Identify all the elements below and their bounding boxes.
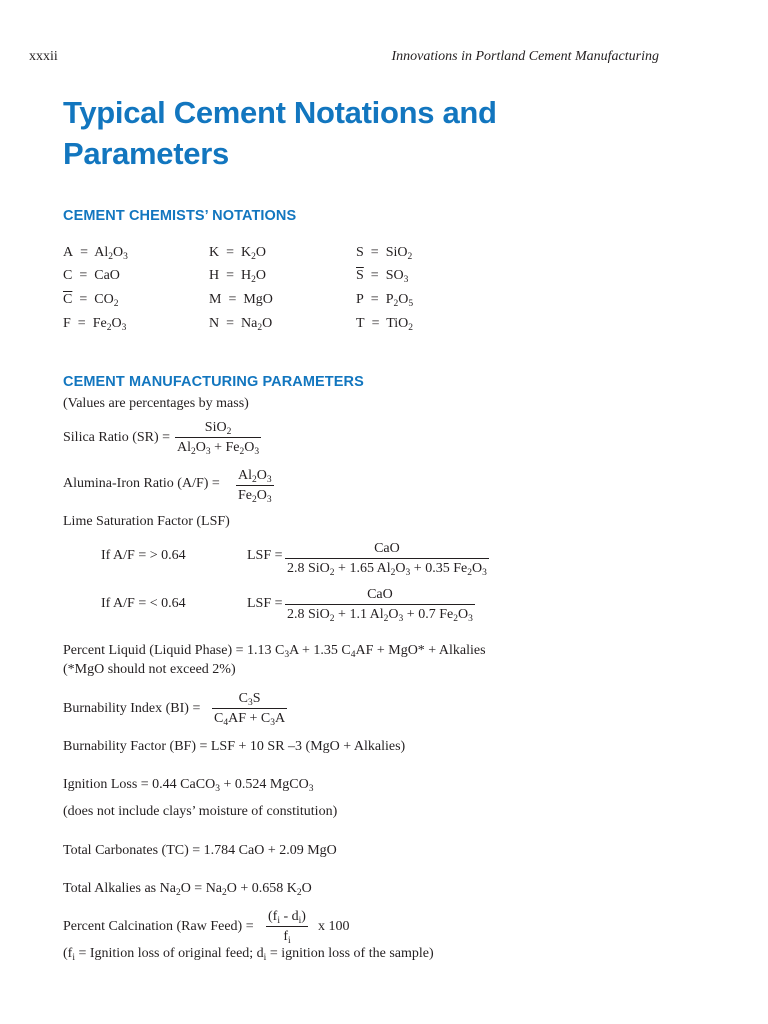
calcination-fraction xyxy=(266,908,308,946)
parameters-heading: CEMENT MANUFACTURING PARAMETERS xyxy=(63,374,364,390)
lsf-case-1-condition: If A/F = > 0.64 xyxy=(101,548,186,563)
notation-symbol: $\overline{C} = CO_2$ xyxy=(63,292,119,309)
notations-heading: CEMENT CHEMISTS’ NOTATIONS xyxy=(63,208,297,224)
notation-symbol: $N = Na_2O$ xyxy=(209,316,273,333)
lsf-case-2-numerator: CaO xyxy=(367,587,393,602)
percent-liquid-note: (*MgO should not exceed 2%) xyxy=(63,662,236,677)
total-alkalies: Total Alkalies as $Na_2O = Na_2O + 0.658$ $K_2O$ xyxy=(63,881,312,898)
silica-ratio-label: Silica Ratio (SR) = xyxy=(63,430,171,445)
alumina-iron-denominator: $Fe_2O_3$ xyxy=(236,485,274,505)
lsf-case-1-label: LSF = xyxy=(247,548,283,563)
notation-symbol: $P = P_2O_5$ xyxy=(356,292,414,309)
burnability-index-label: Burnability Index (BI) = xyxy=(63,701,201,716)
notation-symbol: $K = K_2O$ xyxy=(209,245,267,262)
alumina-iron-label: Alumina-Iron Ratio (A/F) = xyxy=(63,476,220,491)
notation-symbol: $F = Fe_2O_3$ xyxy=(63,316,127,333)
calcination-numerator: $(f_i - d_i)$ xyxy=(268,909,306,926)
lsf-case-2-fraction xyxy=(285,586,475,624)
running-title: Innovations in Portland Cement Manufacturing xyxy=(391,49,659,64)
burnability-factor: Burnability Factor (BF) = LSF + 10 SR –3 (MgO + Alkalies) xyxy=(63,739,406,754)
burnability-index-numerator: $C_3S$ xyxy=(238,691,261,708)
calcination-suffix: x 100 xyxy=(318,919,350,934)
burnability-index-denominator: $C_4AF + C_3A$ xyxy=(212,708,287,728)
alumina-iron-numerator: $Al_2O_3$ xyxy=(238,468,272,485)
silica-ratio-fraction xyxy=(175,419,261,457)
notation-symbol: $H = H_2O$ xyxy=(209,268,267,285)
notation-symbol: T = TiO$_2$ xyxy=(356,316,414,333)
burnability-index-fraction xyxy=(212,690,287,728)
page-number: xxxii xyxy=(29,49,58,64)
silica-ratio-denominator: $Al_2O_3 + Fe_2O_3$ xyxy=(175,437,261,457)
lsf-case-2-label: LSF = xyxy=(247,596,283,611)
ignition-loss-note: (does not include clays’ moisture of constitution) xyxy=(63,804,338,819)
notation-symbol: $\overline{S} = SO_3$ xyxy=(356,268,409,285)
calcination-denominator: $f_i$ xyxy=(266,926,308,946)
lsf-case-2-denominator: 2.8 SiO$_2$ + 1.1 $Al_2O_3 + 0.7$ $Fe_2O_3$ xyxy=(285,604,475,624)
total-carbonates: Total Carbonates (TC) = 1.784 CaO + 2.09 MgO xyxy=(63,843,337,858)
lsf-label: Lime Saturation Factor (LSF) xyxy=(63,514,230,529)
percent-liquid: Percent Liquid (Liquid Phase) = 1.13 $C_3A + 1.35$ $C_4AF + MgO*$ + Alkalies xyxy=(63,643,486,660)
lsf-case-1-denominator: 2.8 SiO$_2$ + 1.65 $Al_2O_3 + 0.35$ $Fe_2O_3$ xyxy=(285,558,489,578)
notation-symbol: S = SiO$_2$ xyxy=(356,245,413,262)
silica-ratio-numerator: SiO$_2$ xyxy=(204,420,232,437)
notation-symbol: $A = Al_2O_3$ xyxy=(63,245,128,262)
lsf-case-1-fraction xyxy=(285,540,489,578)
notation-symbol: C = CaO xyxy=(63,268,120,283)
page-title: Typical Cement Notations and Parameters xyxy=(63,95,497,171)
alumina-iron-fraction xyxy=(236,467,274,505)
lsf-case-1-numerator: CaO xyxy=(374,541,400,556)
calcination-note: ($f_i$ = Ignition loss of original feed; $d_i$ = ignition loss of the sample) xyxy=(63,946,434,963)
parameters-note: (Values are percentages by mass) xyxy=(63,396,249,411)
notation-symbol: M = MgO xyxy=(209,292,273,307)
lsf-case-2-condition: If A/F = < 0.64 xyxy=(101,596,186,611)
calcination-label: Percent Calcination (Raw Feed) = xyxy=(63,919,254,934)
ignition-loss: Ignition Loss = 0.44 CaCO$_3$ + 0.524 MgCO$_3$ xyxy=(63,777,314,794)
